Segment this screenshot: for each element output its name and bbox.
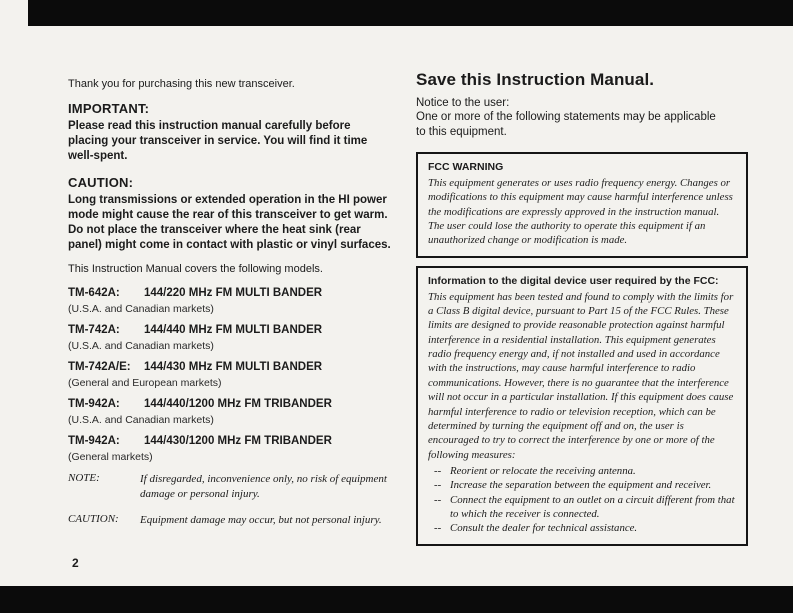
- save-manual-title: Save this Instruction Manual.: [416, 70, 655, 89]
- fcc-info-box: [416, 266, 748, 546]
- model-item: [68, 324, 392, 352]
- top-black-bar: [28, 0, 793, 26]
- measure-text: Connect the equipment to an outlet on a circuit different from that to which the receiver is connected.: [450, 493, 735, 521]
- model-list: [68, 287, 392, 463]
- model-name: TM-742A:: [68, 324, 120, 337]
- model-market: (U.S.A. and Canadian markets): [68, 340, 214, 353]
- model-item: [68, 361, 392, 389]
- model-desc: 144/430/1200 MHz FM TRIBANDER: [144, 435, 332, 448]
- model-item: [68, 398, 392, 426]
- model-desc: 144/430 MHz FM MULTI BANDER: [144, 361, 323, 374]
- model-name: TM-642A:: [68, 287, 120, 300]
- important-heading: IMPORTANT:: [68, 101, 150, 116]
- notice-statements: One or more of the following statements may be applicable to this equipment.: [416, 111, 716, 138]
- measure-dash: --: [434, 493, 442, 506]
- fcc-measure: [428, 464, 736, 478]
- measure-dash: --: [434, 479, 442, 492]
- fcc-measure: [428, 478, 736, 492]
- intro-text: Thank you for purchasing this new transceiver.: [68, 78, 295, 90]
- measure-dash: --: [434, 464, 442, 477]
- model-desc: 144/220 MHz FM MULTI BANDER: [144, 287, 323, 300]
- notice-to-user: Notice to the user:: [416, 97, 510, 109]
- model-market: (U.S.A. and Canadian markets): [68, 414, 214, 427]
- model-desc: 144/440/1200 MHz FM TRIBANDER: [144, 398, 332, 411]
- fcc-info-heading: Information to the digital device user required by the FCC:: [428, 274, 719, 287]
- measure-text: Reorient or relocate the receiving antenna.: [450, 464, 636, 477]
- measure-text: Consult the dealer for technical assistance.: [450, 522, 638, 535]
- model-market: (General markets): [68, 451, 153, 464]
- right-column: [416, 70, 748, 554]
- fcc-warning-box: [416, 152, 748, 258]
- bottom-black-bar: [0, 586, 793, 613]
- fcc-info-body: This equipment has been tested and found to comply with the limits for a Class B digital device, pursuant to Part 15 of the FCC Rules. These limits are designed to provide reasonable protection against harmful interference in a residential installation. This equipment generates radio frequency energy and, if not installed and used in accordance with the instructions, may cause harmful interference to radio communications. However, there is no guarantee that the interference will not occur in a particular installation. If this equipment does cause harmful interference to radio or television reception, which can be determined by turning the equipment off and on, the user is encouraged to try to correct the interference by one or more of the following measures:: [428, 290, 734, 461]
- note-label: CAUTION:: [68, 512, 119, 525]
- models-intro: This Instruction Manual covers the following models.: [68, 263, 323, 276]
- note-row: [68, 513, 392, 527]
- important-body: Please read this instruction manual carefully before placing your transceiver in service. You will find it time well-spent.: [68, 120, 368, 163]
- fcc-measure-list: [428, 464, 736, 536]
- model-name: TM-942A:: [68, 435, 120, 448]
- fcc-warning-heading: FCC WARNING: [428, 160, 504, 173]
- model-market: (U.S.A. and Canadian markets): [68, 303, 214, 316]
- model-market: (General and European markets): [68, 377, 222, 390]
- model-name: TM-742A/E:: [68, 361, 131, 374]
- note-text: If disregarded, inconvenience only, no risk of equipment damage or personal injury.: [140, 473, 387, 500]
- fcc-measure: [428, 493, 736, 522]
- model-item: [68, 287, 392, 315]
- note-label: NOTE:: [68, 472, 100, 485]
- caution-heading: CAUTION:: [68, 174, 134, 190]
- severity-notes: [68, 472, 392, 527]
- note-text: Equipment damage may occur, but not personal injury.: [140, 513, 382, 526]
- page-number: 2: [72, 556, 79, 570]
- measure-text: Increase the separation between the equipment and receiver.: [450, 479, 712, 492]
- measure-dash: --: [434, 522, 442, 535]
- fcc-measure: [428, 521, 736, 535]
- model-desc: 144/440 MHz FM MULTI BANDER: [144, 324, 323, 337]
- left-column: [68, 78, 392, 539]
- fcc-warning-body: This equipment generates or uses radio frequency energy. Changes or modifications to this equipment may cause harmful interference unless the modifications are expressly approved in the instruction manual. The user could lose the authority to operate this equipment if an unauthorized change or modification is made.: [428, 176, 733, 247]
- caution-body: Long transmissions or extended operation in the HI power mode might cause the rear of this transceiver to get warm. Do not place the transceiver where the heat sink (rear panel) might come in contact with plastic or vinyl surfaces.: [68, 193, 391, 252]
- model-name: TM-942A:: [68, 398, 120, 411]
- model-item: [68, 435, 392, 463]
- note-row: [68, 472, 392, 501]
